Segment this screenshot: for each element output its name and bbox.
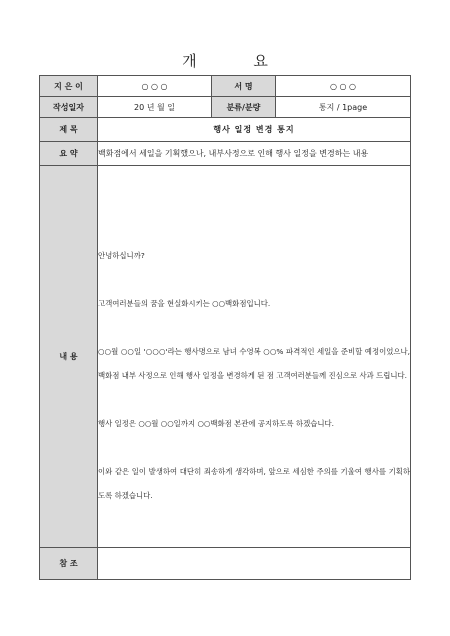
category-label: 분류/분량 bbox=[212, 97, 276, 118]
author-row bbox=[40, 76, 411, 97]
subject-row bbox=[40, 118, 411, 142]
summary-label: 요 약 bbox=[40, 142, 98, 166]
date-value[interactable]: 20 년 월 일 bbox=[98, 97, 212, 118]
content-paragraph-intro: 고객여러분들의 꿈을 현실화시키는 ○○백화점입니다. bbox=[98, 298, 271, 308]
date-row bbox=[40, 97, 411, 118]
category-value[interactable]: 통지 / 1page bbox=[276, 97, 411, 118]
subject-label: 제 목 bbox=[40, 118, 98, 142]
summary-form-table bbox=[39, 75, 411, 580]
author-label: 지 은 이 bbox=[40, 76, 98, 97]
content-body[interactable] bbox=[98, 166, 411, 548]
date-label: 작성일자 bbox=[40, 97, 98, 118]
author-value[interactable]: ○ ○ ○ bbox=[98, 76, 212, 97]
reference-value[interactable] bbox=[98, 548, 411, 580]
signature-label: 서 명 bbox=[212, 76, 276, 97]
document-title: 개 요 bbox=[182, 52, 294, 70]
reference-row bbox=[40, 548, 411, 580]
content-paragraph-closing: 이와 같은 일이 발생하여 대단히 죄송하게 생각하며, 앞으로 세심한 주의를 기울여 행사를 기획하도록 하겠습니다. bbox=[98, 466, 410, 500]
reference-label: 참 조 bbox=[40, 548, 98, 580]
content-row bbox=[40, 166, 411, 548]
subject-value[interactable]: 행사 일정 변경 통지 bbox=[98, 118, 411, 142]
signature-value[interactable]: ○ ○ ○ bbox=[276, 76, 411, 97]
summary-row bbox=[40, 142, 411, 166]
content-label: 내 용 bbox=[40, 166, 98, 548]
content-paragraph-apology: ○○월 ○○일 '○○○'라는 행사명으로 남녀 수영복 ○○% 파격적인 세일을 준비할 예정이었으나, 백화점 내부 사정으로 인해 행사 일정을 변경하게 된 점 고객여러분들께 진심으로 사과 드립니다. bbox=[98, 346, 410, 380]
content-paragraph-schedule: 행사 일정은 ○○월 ○○일까지 ○○백화점 본관에 공지하도록 하겠습니다. bbox=[98, 418, 334, 428]
content-paragraph-greeting: 안녕하십니까? bbox=[98, 250, 145, 260]
summary-value[interactable]: 백화점에서 세일을 기획했으나, 내부사정으로 인해 행사 일정을 변경하는 내용 bbox=[98, 142, 411, 166]
